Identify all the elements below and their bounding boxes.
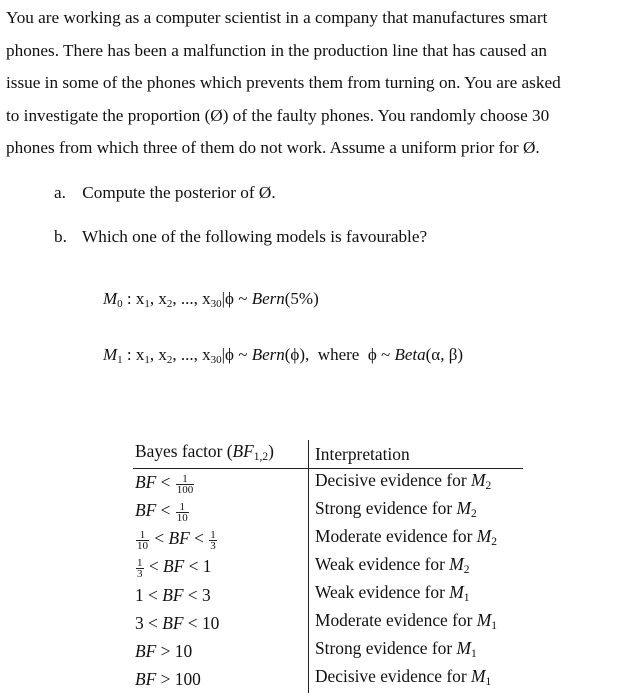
header-sub: 1,2: [253, 451, 269, 463]
problem-line: phones. There has been a malfunction in the production line that has caused an: [6, 40, 547, 60]
fraction-denominator: 3: [137, 567, 143, 580]
table-row: [133, 665, 523, 693]
fraction: [176, 474, 195, 495]
header-interpretation: Interpretation: [315, 444, 410, 464]
subscript: 2: [166, 354, 173, 366]
model-subscript: 0: [117, 298, 123, 310]
interpretation-cell: [309, 525, 524, 553]
fraction: [176, 502, 189, 523]
fraction-denominator: 10: [176, 511, 188, 524]
interpretation-text: Moderate evidence for: [315, 610, 477, 630]
fraction: [136, 530, 149, 551]
model-name: M: [449, 554, 464, 574]
model-distribution: Bern: [251, 345, 285, 364]
subscript: 30: [210, 298, 222, 310]
model-subscript: 2: [471, 508, 477, 520]
question-b: [54, 227, 427, 247]
range-text: < 1: [184, 556, 212, 577]
model-subscript: 2: [463, 564, 470, 576]
fraction: [136, 558, 144, 579]
bf-range-cell: [133, 637, 309, 665]
model-name: M: [470, 470, 486, 490]
model-name: M: [103, 289, 118, 308]
range-text: 1 <: [135, 585, 163, 605]
problem-statement: [6, 2, 612, 165]
header-bayes-factor: [133, 440, 309, 469]
model-name: M: [456, 638, 471, 658]
model-vars: , ..., x: [172, 289, 211, 308]
model-subscript: 2: [485, 480, 492, 492]
range-text: <: [156, 472, 175, 493]
interpretation-text: Weak evidence for: [315, 554, 450, 574]
model-where: where: [309, 345, 368, 364]
subscript: 2: [166, 298, 173, 310]
problem-line: to investigate the proportion (Ø) of the faulty phones. You randomly choose 30: [6, 105, 550, 125]
question-text: Which one of the following models is favourable?: [82, 227, 428, 246]
fraction-numerator: 1: [176, 502, 189, 513]
model-vars: , ..., x: [172, 345, 211, 364]
bf-range-cell: [133, 581, 309, 609]
model-subscript: 2: [491, 536, 497, 548]
interpretation-cell: [309, 581, 524, 609]
model-distribution: Bern: [251, 289, 285, 308]
question-label: b.: [54, 227, 67, 246]
table-row: [133, 553, 523, 581]
range-text: > 100: [156, 669, 201, 689]
bf-var: BF: [163, 556, 185, 577]
interpretation-cell: [309, 665, 524, 693]
model-name: M: [449, 582, 464, 602]
table-row: [133, 609, 523, 637]
interpretation-text: Moderate evidence for: [315, 526, 477, 546]
fraction-numerator: 1: [210, 528, 216, 541]
bf-range-cell: [133, 609, 309, 637]
problem-line: issue in some of the phones which prevents them from turning on. You are asked: [6, 73, 561, 93]
bf-range-cell: [133, 469, 309, 498]
problem-line: You are working as a computer scientist in a company that manufactures smart: [6, 8, 548, 27]
header-close: ): [268, 441, 274, 461]
range-text: > 10: [156, 641, 193, 661]
model-m1: [103, 345, 463, 366]
interpretation-text: Decisive evidence for: [315, 470, 471, 490]
model-name: M: [476, 526, 492, 546]
model-subscript: 1: [117, 354, 123, 366]
header-text: Bayes factor (: [135, 441, 233, 461]
bf-range-cell: [133, 665, 309, 693]
question-a: [54, 183, 276, 203]
model-subscript: 1: [463, 592, 470, 604]
range-text: <: [150, 528, 169, 549]
table-row: [133, 525, 523, 553]
range-text: <: [156, 500, 175, 521]
model-name: M: [456, 498, 471, 518]
model-subscript: 1: [491, 620, 497, 632]
subscript: 30: [210, 354, 222, 366]
header-var: BF: [232, 441, 254, 461]
model-subscript: 1: [485, 676, 492, 688]
bf-var: BF: [162, 613, 184, 633]
range-text: < 3: [183, 585, 211, 605]
interpretation-text: Strong evidence for: [315, 638, 457, 658]
fraction: [209, 530, 217, 551]
subscript: 1: [144, 298, 150, 310]
interpretation-cell: [309, 637, 524, 665]
interpretation-cell: [309, 553, 524, 581]
model-vars: , x: [149, 289, 167, 308]
range-text: <: [189, 528, 209, 549]
bf-var: BF: [168, 528, 190, 549]
subscript: 1: [144, 354, 150, 366]
fraction-numerator: 1: [136, 530, 149, 541]
table-row: [133, 469, 523, 498]
interpretation-cell: [309, 609, 524, 637]
fraction-denominator: 100: [176, 483, 194, 496]
question-text: Compute the posterior of Ø.: [82, 183, 276, 202]
problem-line: phones from which three of them do not work. Assume a uniform prior for Ø.: [6, 138, 540, 158]
model-name: M: [103, 345, 118, 364]
model-argument: (5%): [284, 289, 319, 308]
model-prior-argument: (α, β): [425, 345, 464, 364]
table-row: [133, 497, 523, 525]
bf-range-cell: [133, 553, 309, 581]
model-m0: [103, 289, 319, 310]
interpretation-cell: [309, 497, 524, 525]
model-argument: (ϕ),: [284, 345, 310, 364]
model-prior-distribution: Beta: [394, 345, 426, 364]
model-name: M: [470, 666, 486, 686]
bayes-factor-table: [133, 440, 523, 693]
table-header-row: [133, 440, 523, 469]
model-prior-var: ϕ ~: [367, 345, 395, 364]
fraction-denominator: 10: [137, 539, 148, 552]
range-text: 3 <: [135, 613, 163, 633]
range-text: <: [144, 556, 164, 577]
range-text: < 10: [183, 613, 220, 633]
bf-var: BF: [135, 641, 157, 661]
bf-var: BF: [135, 472, 157, 493]
table-row: [133, 637, 523, 665]
bf-var: BF: [135, 500, 157, 521]
model-subscript: 1: [471, 648, 477, 660]
fraction-numerator: 1: [176, 474, 195, 485]
bf-var: BF: [162, 585, 184, 605]
bf-range-cell: [133, 525, 309, 553]
fraction-numerator: 1: [137, 556, 143, 569]
model-vars: : x: [122, 345, 145, 364]
interpretation-text: Strong evidence for: [315, 498, 457, 518]
model-condition: |ϕ ~: [221, 289, 252, 308]
bf-var: BF: [135, 669, 157, 689]
bf-range-cell: [133, 497, 309, 525]
interpretation-text: Weak evidence for: [315, 582, 450, 602]
model-name: M: [476, 610, 492, 630]
model-condition: |ϕ ~: [221, 345, 252, 364]
model-vars: , x: [149, 345, 167, 364]
interpretation-text: Decisive evidence for: [315, 666, 471, 686]
fraction-denominator: 3: [210, 539, 216, 552]
table-row: [133, 581, 523, 609]
interpretation-cell: [309, 469, 524, 498]
model-vars: : x: [122, 289, 145, 308]
question-label: a.: [54, 183, 66, 202]
